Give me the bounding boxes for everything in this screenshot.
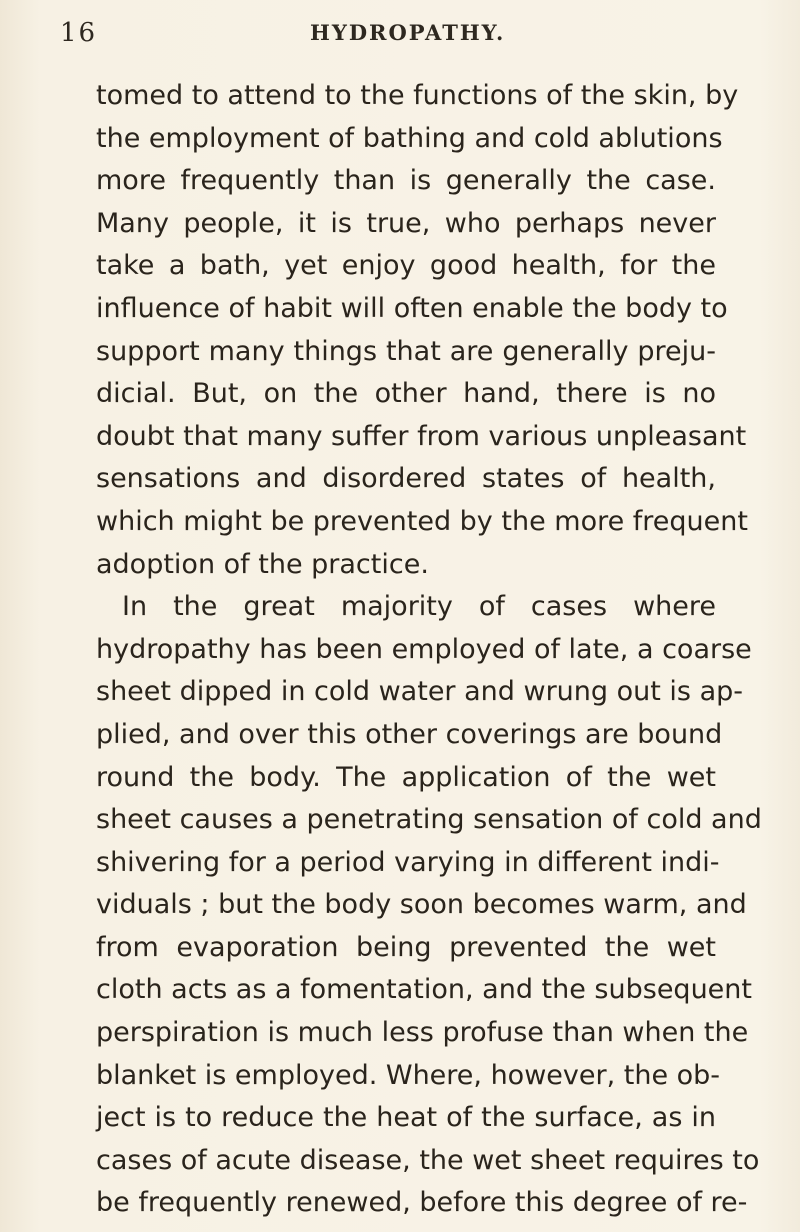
page-number: 16 [60,18,98,48]
text-line: dicial. But, on the other hand, there is no [96,378,716,410]
text-line: In the great majority of cases where [122,591,716,623]
text-line: perspiration is much less profuse than when the [96,1017,749,1049]
text-line: the employment of bathing and cold ablutions [96,122,723,154]
text-line: tomed to attend to the functions of the skin, by [96,80,739,111]
text-line: hydropathy has been employed of late, a coarse [96,633,752,665]
text-line: plied, and over this other coverings are bound [96,718,723,750]
text-line: Many people, it is true, who perhaps never [96,207,716,239]
text-line: which might be prevented by the more frequent [96,505,748,537]
text-line: support many things that are generally preju- [96,335,716,367]
text-line: sensations and disordered states of health, [96,463,716,495]
text-line: sheet causes a penetrating sensation of cold and [96,804,762,836]
text-line: sheet dipped in cold water and wrung out is ap- [96,676,743,708]
text-line: more frequently than is generally the case. [96,165,716,197]
text-line: cloth acts as a fomentation, and the subsequent [96,974,752,1006]
text-line: ject is to reduce the heat of the surface, as in [96,1102,716,1134]
text-line: influence of habit will often enable the body to [96,292,728,324]
text-line: be frequently renewed, before this degree of re- [96,1187,748,1219]
text-line: take a bath, yet enjoy good health, for the [96,250,716,282]
text-line: adoption of the practice. [96,548,429,580]
text-line: doubt that many suffer from various unpleasant [96,420,747,452]
body-text [96,75,762,1225]
running-title: HYDROPATHY. [310,20,506,45]
text-line: shivering for a period varying in different indi- [96,846,720,878]
text-line: cases of acute disease, the wet sheet requires to [96,1144,760,1176]
text-line: round the body. The application of the wet [96,761,716,793]
text-line: blanket is employed. Where, however, the ob- [96,1059,721,1091]
text-line: viduals ; but the body soon becomes warm, and [96,889,747,921]
text-line: from evaporation being prevented the wet [96,931,716,963]
running-head [60,18,760,48]
